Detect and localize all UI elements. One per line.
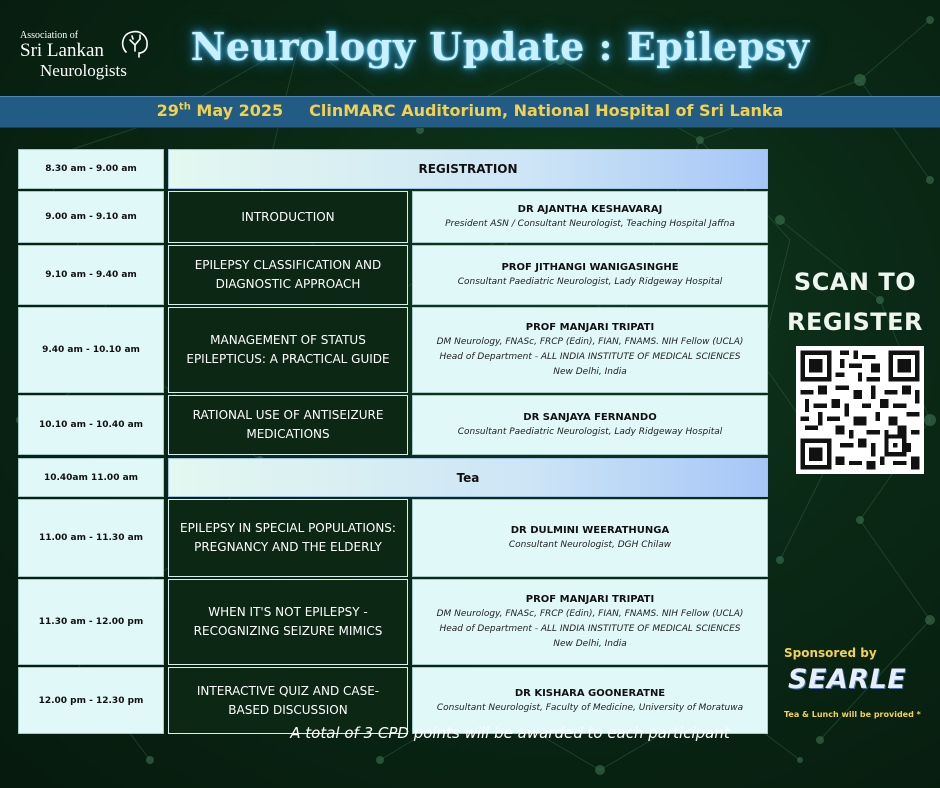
speaker-cell	[412, 499, 768, 577]
org-name-line2: Sri Lankan	[20, 40, 104, 61]
scan-to-register-line2: REGISTER	[786, 308, 924, 336]
org-name-line3: Neurologists	[40, 61, 127, 80]
schedule-row-tea	[18, 458, 768, 497]
page-title: Neurology Update : Epilepsy	[190, 24, 810, 69]
schedule-row	[18, 245, 768, 305]
speaker-name: PROF JITHANGI WANIGASINGHE	[501, 262, 679, 273]
speaker-cell	[412, 579, 768, 665]
row-time: 12.00 pm - 12.30 pm	[18, 667, 164, 734]
schedule-row	[18, 579, 768, 665]
speaker-affiliation: Head of Department - ALL INDIA INSTITUTE OF MEDICAL SCIENCES	[439, 352, 741, 362]
event-venue: ClinMARC Auditorium, National Hospital of Sri Lanka	[309, 101, 784, 120]
registration-block: REGISTRATION	[168, 149, 768, 189]
speaker-affiliation: Consultant Paediatric Neurologist, Lady Ridgeway Hospital	[457, 427, 723, 437]
speaker-affiliation: New Delhi, India	[553, 367, 627, 377]
sponsor-logo: SEARLE	[788, 664, 907, 695]
session-topic: EPILEPSY IN SPECIAL POPULATIONS: PREGNANCY AND THE ELDERLY	[168, 499, 408, 577]
row-time: 8.30 am - 9.00 am	[18, 149, 164, 189]
speaker-affiliation: President ASN / Consultant Neurologist, Teaching Hospital Jaffna	[445, 219, 735, 229]
speaker-cell	[412, 307, 768, 393]
speaker-name: DR SANJAYA FERNANDO	[523, 412, 657, 423]
speaker-affiliation: DM Neurology, FNASc, FRCP (Edin), FIAN, FNAMS. NIH Fellow (UCLA)	[436, 337, 744, 347]
speaker-affiliation: Consultant Neurologist, DGH Chilaw	[508, 540, 672, 550]
row-time: 10.40am 11.00 am	[18, 458, 164, 497]
session-topic: MANAGEMENT OF STATUS EPILEPTICUS: A PRACTICAL GUIDE	[168, 307, 408, 393]
session-topic: RATIONAL USE OF ANTISEIZURE MEDICATIONS	[168, 395, 408, 455]
event-date-rest: May 2025	[190, 101, 284, 120]
registration-qr-code[interactable]	[796, 346, 924, 474]
sponsor-label: Sponsored by	[784, 646, 877, 660]
cpd-footer: A total of 3 CPD points will be awarded to each participant	[290, 724, 730, 742]
speaker-affiliation: Consultant Neurologist, Faculty of Medicine, University of Moratuwa	[436, 702, 744, 713]
speaker-name: DR AJANTHA KESHAVARAJ	[517, 204, 663, 215]
speaker-affiliation: Consultant Paediatric Neurologist, Lady Ridgeway Hospital	[457, 277, 723, 287]
row-time: 9.00 am - 9.10 am	[18, 191, 164, 243]
session-topic: WHEN IT'S NOT EPILEPSY - RECOGNIZING SEIZURE MIMICS	[168, 579, 408, 665]
schedule-row-registration	[18, 149, 768, 189]
schedule-row	[18, 307, 768, 393]
speaker-name: DR KISHARA GOONERATNE	[514, 687, 666, 699]
row-time: 9.40 am - 10.10 am	[18, 307, 164, 393]
org-logo	[20, 28, 150, 78]
session-topic: EPILEPSY CLASSIFICATION AND DIAGNOSTIC APPROACH	[168, 245, 408, 305]
speaker-affiliation: DM Neurology, FNASc, FRCP (Edin), FIAN, FNAMS. NIH Fellow (UCLA)	[436, 609, 744, 619]
session-topic: INTERACTIVE QUIZ AND CASE-BASED DISCUSSION	[168, 667, 408, 734]
speaker-name: PROF MANJARI TRIPATI	[525, 594, 655, 605]
date-venue-bar	[0, 96, 940, 128]
row-time: 11.00 am - 11.30 am	[18, 499, 164, 577]
schedule-row	[18, 191, 768, 243]
catering-note: Tea & Lunch will be provided *	[784, 710, 921, 719]
speaker-name: DR DULMINI WEERATHUNGA	[510, 525, 670, 536]
date-venue-text	[0, 101, 940, 120]
schedule-row	[18, 395, 768, 455]
session-topic: INTRODUCTION	[168, 191, 408, 243]
speaker-name: PROF MANJARI TRIPATI	[525, 322, 655, 333]
row-time: 10.10 am - 10.40 am	[18, 395, 164, 455]
org-name-line1: Association of	[20, 30, 79, 41]
speaker-cell	[412, 245, 768, 305]
row-time: 9.10 am - 9.40 am	[18, 245, 164, 305]
row-time: 11.30 am - 12.00 pm	[18, 579, 164, 665]
schedule-row	[18, 499, 768, 577]
scan-to-register-line1: SCAN TO	[793, 268, 917, 296]
event-date-suffix: th	[178, 101, 191, 113]
scan-to-register-heading	[780, 262, 930, 342]
brain-icon	[118, 26, 152, 60]
speaker-affiliation: Head of Department - ALL INDIA INSTITUTE OF MEDICAL SCIENCES	[439, 624, 741, 634]
tea-break-block: Tea	[168, 458, 768, 497]
event-date-day: 29	[156, 101, 179, 120]
speaker-cell	[412, 191, 768, 243]
speaker-affiliation: New Delhi, India	[553, 639, 627, 649]
speaker-cell	[412, 395, 768, 455]
